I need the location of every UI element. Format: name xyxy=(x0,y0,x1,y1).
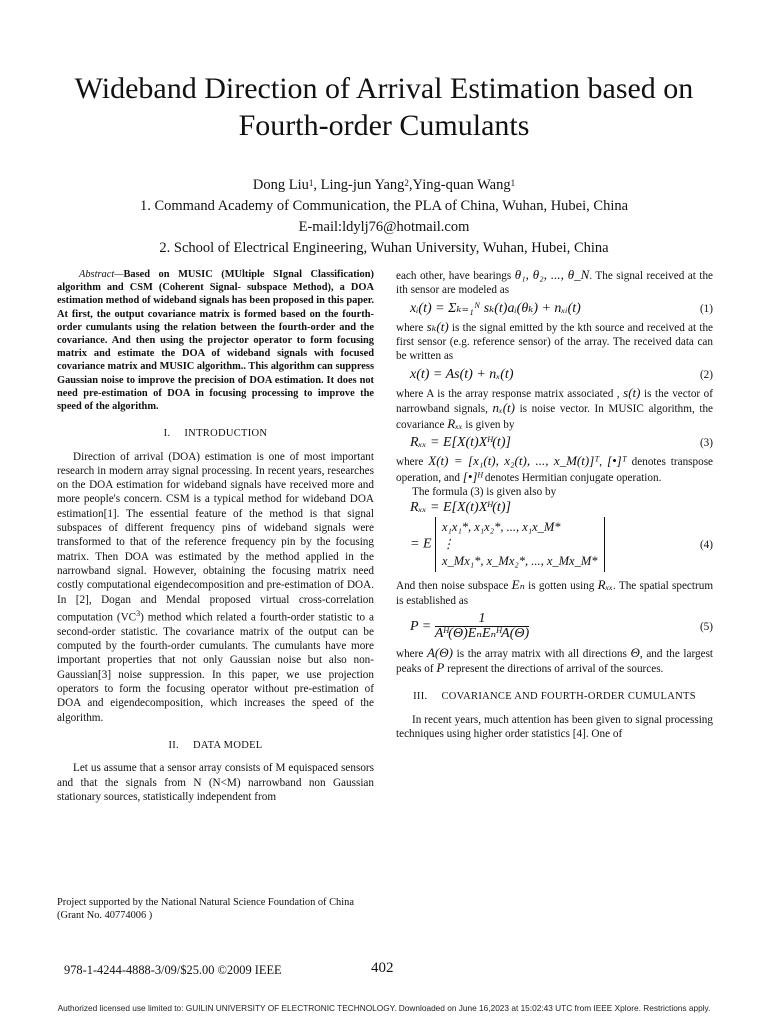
introduction-paragraph: Direction of arrival (DOA) estimation is one of most important research in modern array signal processing. In recent years, researches on the DOA estimation for wideband signals have received more and more people's concern. CSM is a typical method for wideband DOA estimation[1]. The essential feature of the method is that signal subspaces of different frequency pins of wideband signals were transformed to that of the reference frequency pin by the focusing matrix. Then DOA was estimated by the method applied in the narrowband signal. However, obtaining the focusing matrix need costly computational eigendecomposition and pre-estimation of DOA. In [2], Dogan and Mendal proposed virtual cross-correlation computation $(VC^3)$ method which related a fourth-order statistic to a second-order statistic. The covariance matrix of the output can be computed by the fourth-order cumulants. The cumulants have more important properties that not only Gaussian noise but also non-Gaussian[3] noise suppression. In this paper, we use projection operators to form the focusing operator without pre-estimation of DOA and eigendecomposition, which increases the speed of the algorithm. xyxy=(57,450,374,724)
author-email: E-mail:ldylj76@hotmail.com xyxy=(298,219,470,235)
left-column xyxy=(57,268,374,804)
data-model-paragraph: Let us assume that a sensor array consists of M equispaced sensors and that the signals from N (N<M) narrowband non Gaussian stationary sources, statistically independent from xyxy=(57,762,374,803)
right-paragraph-1: each other, have bearings θ₁, θ₂, ..., θ_N. The signal received at the ith sensor are modeled as xyxy=(396,267,713,297)
copyright-line: 978-1-4244-4888-3/09/$25.00 ©2009 IEEE xyxy=(64,963,282,977)
section-heading-data-model xyxy=(57,739,374,753)
equation-4-lhs: = E xyxy=(410,537,432,553)
section-heading-covariance xyxy=(396,690,713,704)
section-number: II. xyxy=(168,739,179,751)
abstract xyxy=(57,268,374,413)
equation-4-matrix: x₁x₁*, x₁x₂*, ..., x₁x_M* ⋮ x_Mx₁*, x_Mx₂*, ..., x_Mx_M* xyxy=(435,517,605,572)
section-title: DATA MODEL xyxy=(192,739,263,751)
equation-2: x(t) = As(t) + nₓ(t) (2) xyxy=(410,366,713,382)
right-paragraph-7: where A(Θ) is the array matrix with all directions Θ, and the largest peaks of P represent the directions of arrival of the sources. xyxy=(396,644,714,675)
author-1: Dong Liu xyxy=(252,177,309,193)
author-2-sup: 2 xyxy=(404,178,409,188)
right-column xyxy=(396,268,713,741)
title-line-1: Wideband Direction of Arrival Estimation based on xyxy=(74,72,694,105)
right-paragraph-6: And then noise subspace Eₙ is gotten using Rₓₓ. The spatial spectrum is established as xyxy=(396,577,714,607)
equation-5: P = $\frac{1}{\text{Aᴴ(Θ)EₙEₙᴴA(Θ)}}$ (5) xyxy=(410,611,713,642)
author-3-sup: 1 xyxy=(510,178,516,188)
equation-4-top: Rₓₓ = E[X(t)Xᴴ(t)] xyxy=(410,500,511,516)
section-title: INTRODUCTION xyxy=(184,428,268,440)
author-block xyxy=(40,175,728,259)
right-paragraph-2: where sₖ(t) is the signal emitted by the kth source and received at the first sensor (e.g. reference sensor) of the array. The received data can be written as xyxy=(396,318,713,363)
footnote: Project supported by the National Natural Science Foundation of China (Grant No. 40774006 ) xyxy=(57,897,354,921)
section-number: I. xyxy=(163,428,171,440)
equation-3: Rₓₓ = E[X(t)Xᴴ(t)] (3) xyxy=(410,434,713,450)
section-title: COVARIANCE AND FOURTH-ORDER CUMULANTS xyxy=(441,691,696,703)
author-names xyxy=(40,175,728,196)
equation-1: xᵢ(t) = Σₖ₌₁ᴺ sₖ(t)aᵢ(θₖ) + nₓᵢ(t) (1) xyxy=(410,300,713,316)
covariance-paragraph: In recent years, much attention has been given to signal processing techniques using higher order statistics [4]. One of xyxy=(396,713,713,740)
paper-title xyxy=(40,70,728,144)
author-2: , Ling-jun Yang xyxy=(313,177,405,193)
section-heading-introduction xyxy=(57,427,374,441)
license-notice: Authorized licensed use limited to: GUILIN UNIVERSITY OF ELECTRONIC TECHNOLOGY. Downloaded on June 16,2023 at 15:02:43 UTC from IEEE Xplore. Restrictions apply. xyxy=(57,1003,711,1013)
abstract-label: Abstract— xyxy=(79,269,124,280)
author-1-sup: 1 xyxy=(308,178,314,188)
section-number: III. xyxy=(413,691,428,703)
right-paragraph-4: where X(t) = [x₁(t), x₂(t), ..., x_M(t)]ᵀ, [•]ᵀ denotes transpose operation, and [•]ᴴ denotes Hermitian conjugate operation. xyxy=(396,453,714,484)
equation-4: Rₓₓ = E[X(t)Xᴴ(t)] = E x₁x₁*, x₁x₂*, ..., x₁x_M* ⋮ x_Mx₁*, x_Mx₂*, ..., x_Mx_M* (4) xyxy=(396,501,713,572)
author-3: ,Ying-quan Wang xyxy=(408,177,511,193)
abstract-text: Based on MUSIC (MUltiple SIgnal Classification) algorithm and CSM (Coherent Signal- subspace Method), a DOA estimation method of wideband signals has been proposed in this paper. At first, the output covariance matrix is formed based on the fourth-order cumulants using the relation between the fourth-order and the covariance. And then using the projector operator to form focusing matrix and estimate the DOA of wideband signals with focused covariance matrix and MUSIC algorithm.. This algorithm can suppress Gaussian noise to improve the precision of DOA estimation. It does not need pre-estimation of DOA in focusing processing to improve the speed of the algorithm. xyxy=(57,269,374,413)
right-paragraph-5: The formula (3) is given also by xyxy=(412,485,557,498)
affiliation-2: 2. School of Electrical Engineering, Wuhan University, Wuhan, Hubei, China xyxy=(159,240,609,256)
right-paragraph-3: where A is the array response matrix associated , s(t) is the vector of narrowband signals, nₓ(t) is noise vector. In MUSIC algorithm, the covariance Rₓₓ is given by xyxy=(396,385,714,431)
page-number: 402 xyxy=(371,960,394,976)
affiliation-1: 1. Command Academy of Communication, the PLA of China, Wuhan, Hubei, China xyxy=(139,198,629,214)
title-line-2: Fourth-order Cumulants xyxy=(238,109,530,142)
